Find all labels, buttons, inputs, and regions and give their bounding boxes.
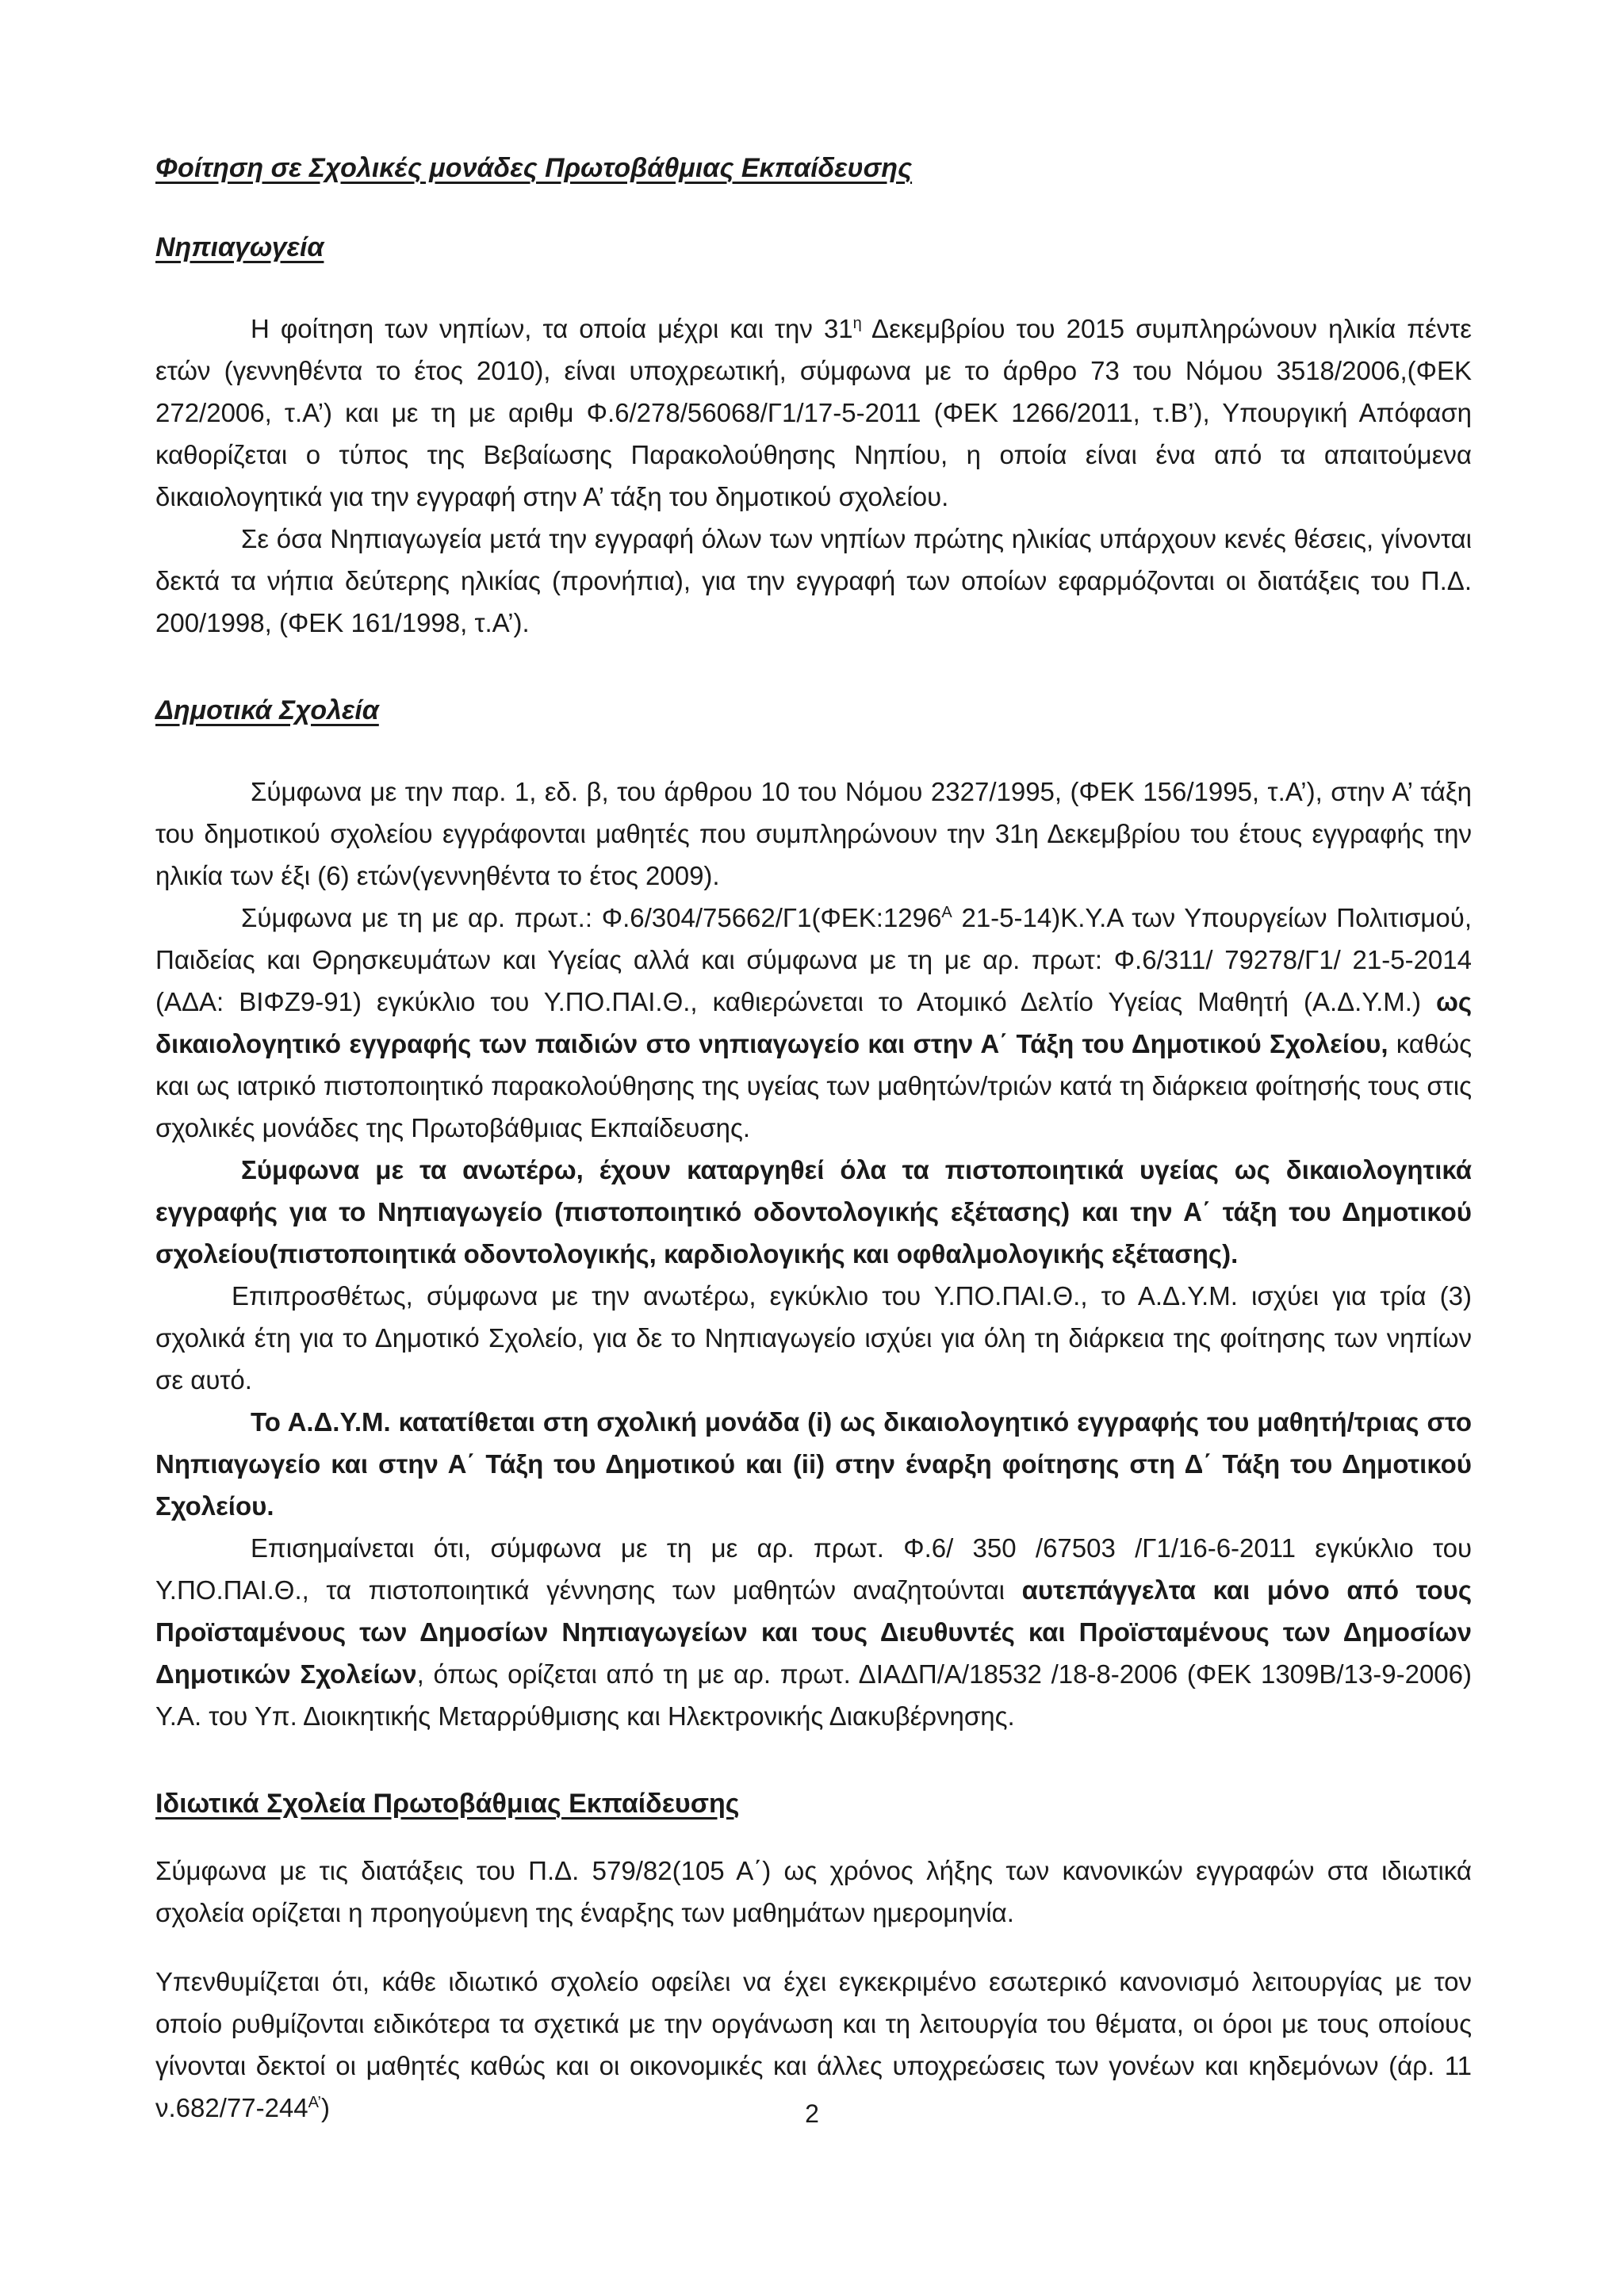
paragraph-primary-5: Το Α.Δ.Υ.Μ. κατατίθεται στη σχολική μονάδα (i) ως δικαιολογητικό εγγραφής του μαθητή/τριας στο Νηπιαγωγείο και στην Α΄ Τάξη του Δημοτικού και (ii) στην έναρξη φοίτησης στη Δ΄ Τάξη του Δημοτικού Σχολείου. [155, 1407, 1472, 1521]
paragraph-private-1: Σύμφωνα με τις διατάξεις του Π.Δ. 579/82(105 Α΄) ως χρόνος λήξης των κανονικών εγγραφών στα ιδιωτικά σχολεία ορίζεται η προηγούμενη της έναρξης των μαθημάτων ημερομηνία. [155, 1856, 1472, 1927]
paragraph-kindergarten-1: Η φοίτηση των νηπίων, τα οποία μέχρι και την $31^\eta$ Δεκεμβρίου του 2015 συμπληρώνουν ηλικία πέντε ετών (γεννηθέντα το έτος 2010), είναι υποχρεωτική, σύμφωνα με το άρθρο 73 του Νόμου 3518/2006,(ΦΕΚ 272/2006, τ.Α’) και με τη με αριθμ Φ.6/278/56068/Γ1/17-5-2011 (ΦΕΚ 1266/2011, τ.Β’), Υπουργική Απόφαση καθορίζεται ο τύπος της Βεβαίωσης Παρακολούθησης Νηπίου, η οποία είναι ένα από τα απαιτούμενα δικαιολογητικά για την εγγραφή στην Α’ τάξη του δημοτικού σχολείου. [155, 314, 1473, 511]
page-number: 2 [805, 2099, 819, 2128]
paragraph-primary-2: Σύμφωνα με τη με αρ. πρωτ.: $\Phi.6/304/75662/\Gamma 1(\Phi EK:1296^A$ 21-5-14)Κ.Υ.Α των Υπουργείων Πολιτισμού, Παιδείας και Θρησκευμάτων και Υγείας αλλά και σύμφωνα με τη με αρ. πρωτ: Φ.6/311/ 79278/Γ1/ 21-5-2014 (ΑΔΑ: ΒΙΦΖ9-91) εγκύκλιο του Υ.ΠΟ.ΠΑΙ.Θ., καθιερώνεται το Ατομικό Δελτίο Υγείας Μαθητή (Α.Δ.Υ.Μ.) ως δικαιολογητικό εγγραφής των παιδιών στο νηπιαγωγείο και στην Α΄ Τάξη του Δημοτικού Σχολείου, καθώς και ως ιατρικό πιστοποιητικό παρακολούθησης της υγείας των μαθητών/τριών κατά τη διάρκεια φοίτησής τους στις σχολικές μονάδες της Πρωτοβάθμιας Εκπαίδευσης. [155, 903, 1472, 1142]
paragraph-primary-3: Σύμφωνα με τα ανωτέρω, έχουν καταργηθεί όλα τα πιστοποιητικά υγείας ως δικαιολογητικά εγγραφής για το Νηπιαγωγείο (πιστοποιητικό οδοντολογικής εξέτασης) και την Α΄ τάξη του Δημοτικού σχολείου(πιστοποιητικά οδοντολογικής, καρδιολογικής και οφθαλμολογικής εξέτασης). [155, 1155, 1472, 1269]
paragraph-primary-6: Επισημαίνεται ότι, σύμφωνα με τη με αρ. πρωτ. Φ.6/ 350 /67503 /Γ1/16-6-2011 εγκύκλιο του Υ.ΠΟ.ΠΑΙ.Θ., τα πιστοποιητικά γέννησης των μαθητών αναζητούνται αυτεπάγγελτα και μόνο από τους Προϊσταμένους των Δημοσίων Νηπιαγωγείων και τους Διευθυντές και Προϊσταμένους των Δημοσίων Δημοτικών Σχολείων, όπως ορίζεται από τη με αρ. πρωτ. ΔΙΑΔΠ/Α/18532 /18-8-2006 (ΦΕΚ 1309Β/13-9-2006) Υ.Α. του Υπ. Διοικητικής Μεταρρύθμισης και Ηλεκτρονικής Διακυβέρνησης. [155, 1533, 1472, 1731]
paragraph-primary-4: Επιπροσθέτως, σύμφωνα με την ανωτέρω, εγκύκλιο του Υ.ΠΟ.ΠΑΙ.Θ., το Α.Δ.Υ.Μ. ισχύει για τρία (3) σχολικά έτη για το Δημοτικό Σχολείο, για δε το Νηπιαγωγείο ισχύει για όλη τη διάρκεια της φοίτησης των νηπίων σε αυτό. [155, 1281, 1472, 1395]
paragraph-kindergarten-2: Σε όσα Νηπιαγωγεία μετά την εγγραφή όλων των νηπίων πρώτης ηλικίας υπάρχουν κενές θέσεις, γίνονται δεκτά τα νήπια δεύτερης ηλικίας (προνήπια), για την εγγραφή των οποίων εφαρμόζονται οι διατάξεις του Π.Δ. 200/1998, (ΦΕΚ 161/1998, τ.Α’). [155, 524, 1472, 637]
document-body [155, 149, 1472, 2129]
section-heading-private: Ιδιωτικά Σχολεία Πρωτοβάθμιας Εκπαίδευσης [155, 1789, 740, 1819]
section-heading-kindergarten: Νηπιαγωγεία [155, 232, 324, 262]
document-title: Φοίτηση σε Σχολικές μονάδες Πρωτοβάθμιας Εκπαίδευσης [155, 153, 913, 183]
paragraph-private-2: Υπενθυμίζεται ότι, κάθε ιδιωτικό σχολείο οφείλει να έχει εγκεκριμένο εσωτερικό κανονισμό λειτουργίας με τον οποίο ρυθμίζονται ειδικότερα τα σχετικά με την οργάνωση και τη λειτουργία του θέματα, οι όροι με τους οποίους γίνονται δεκτοί οι μαθητές καθώς και οι οικονομικές και άλλες υποχρεώσεις των γονέων και κηδεμόνων (άρ. 11 $\nu.682/77-244^{A’}$) [155, 1967, 1472, 2122]
section-heading-primary: Δημοτικά Σχολεία [155, 695, 379, 725]
paragraph-primary-1: Σύμφωνα με την παρ. 1, εδ. β, του άρθρου 10 του Νόμου 2327/1995, (ΦΕΚ 156/1995, τ.Α’), στην Α’ τάξη του δημοτικού σχολείου εγγράφονται μαθητές που συμπληρώνουν την 31η Δεκεμβρίου του έτους εγγραφής την ηλικία των έξι (6) ετών(γεννηθέντα το έτος 2009). [155, 777, 1472, 890]
